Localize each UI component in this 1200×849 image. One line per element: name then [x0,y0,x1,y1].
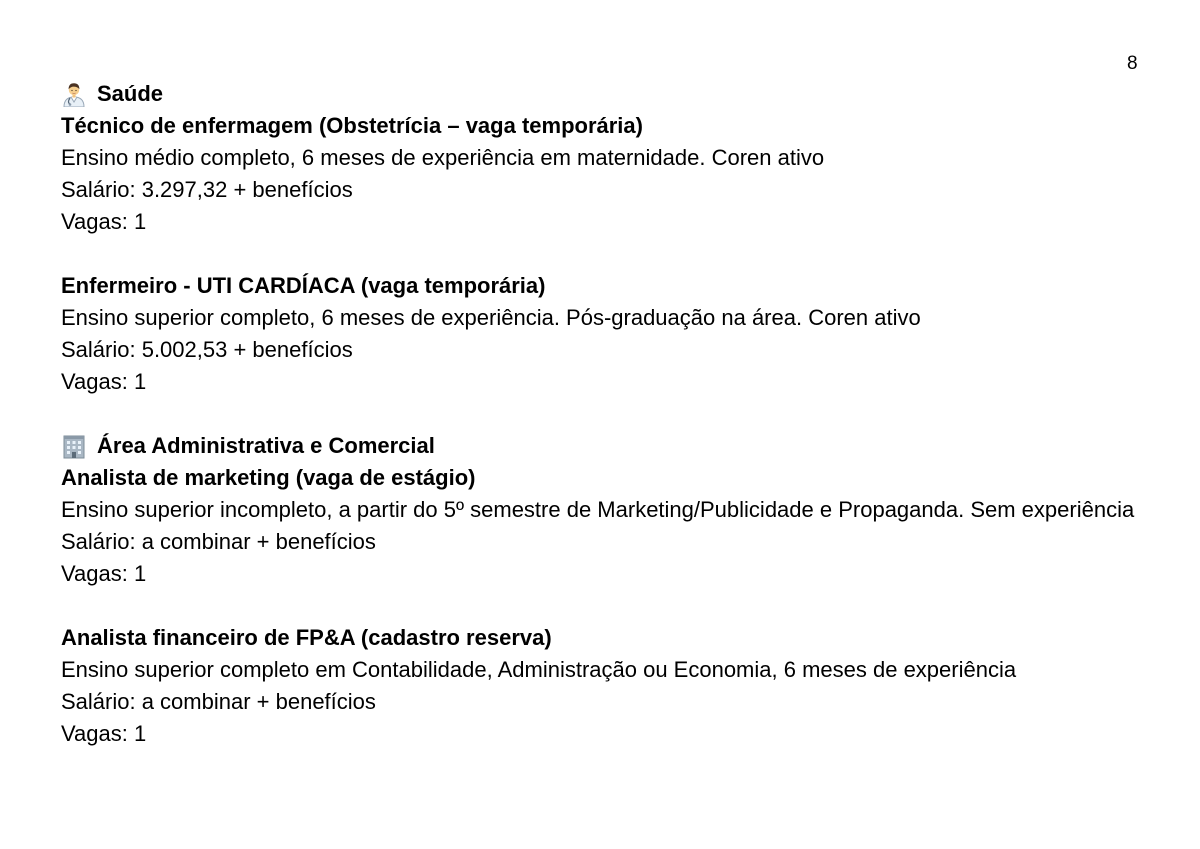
section-heading [61,430,1141,462]
section-saude [61,78,1141,398]
job-vacancies: Vagas: 1 [61,369,147,394]
job-requirements: Ensino superior completo, 6 meses de experiência. Pós-graduação na área. Coren ativo [61,305,921,330]
job-posting [61,110,1141,238]
job-posting [61,270,1141,398]
job-title: Analista financeiro de FP&A (cadastro reserva) [61,625,552,650]
job-title: Técnico de enfermagem (Obstetrícia – vaga temporária) [61,113,643,138]
job-vacancies: Vagas: 1 [61,209,147,234]
job-vacancies: Vagas: 1 [61,561,147,586]
office-building-icon [61,433,87,459]
job-posting [61,622,1141,750]
job-title: Analista de marketing (vaga de estágio) [61,465,476,490]
job-requirements: Ensino médio completo, 6 meses de experiência em maternidade. Coren ativo [61,145,825,170]
page-number: 8 [1127,53,1138,74]
job-title: Enfermeiro - UTI CARDÍACA (vaga temporária) [61,273,546,298]
spacer [61,590,1141,622]
job-posting [61,462,1141,590]
section-administrativa [61,430,1141,750]
document-body [61,78,1141,750]
job-requirements: Ensino superior completo em Contabilidade, Administração ou Economia, 6 meses de experiência [61,657,1017,682]
job-vacancies: Vagas: 1 [61,721,147,746]
section-heading [61,78,1141,110]
spacer [61,398,1141,430]
health-worker-icon [61,81,87,107]
job-salary: Salário: a combinar + benefícios [61,689,376,714]
job-salary: Salário: 3.297,32 + benefícios [61,177,353,202]
job-requirements: Ensino superior incompleto, a partir do 5º semestre de Marketing/Publicidade e Propaganda. Sem experiência [61,497,1135,522]
job-salary: Salário: a combinar + benefícios [61,529,376,554]
section-heading-text: Área Administrativa e Comercial [97,433,435,458]
section-heading-text: Saúde [97,81,164,106]
spacer [61,238,1141,270]
job-salary: Salário: 5.002,53 + benefícios [61,337,353,362]
